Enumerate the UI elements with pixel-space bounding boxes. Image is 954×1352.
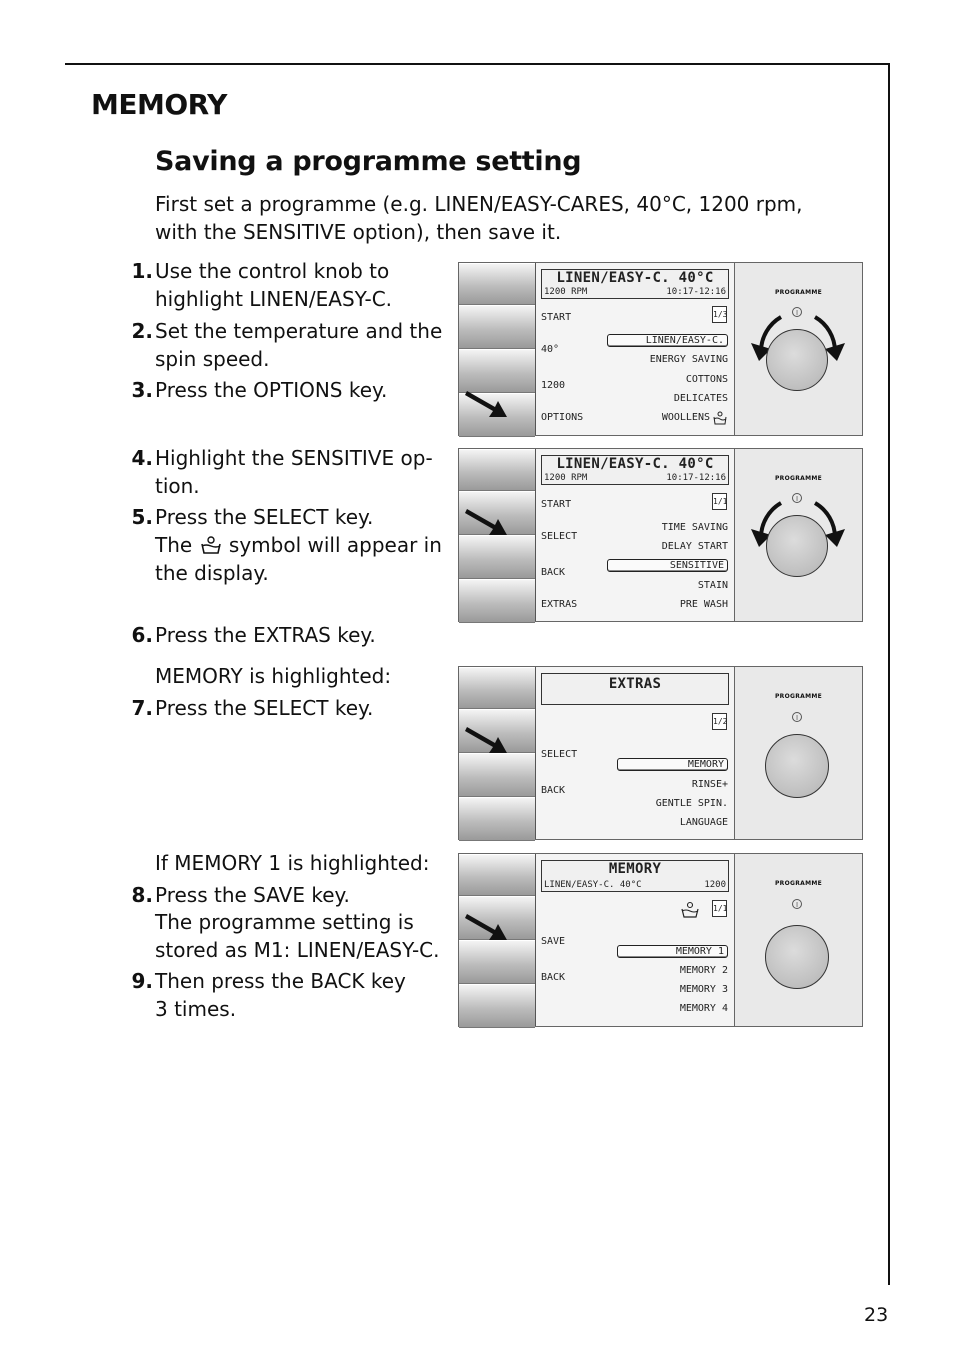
screen-title: LINEN/EASY-C. 40°C (556, 270, 714, 286)
label-save: SAVE (541, 936, 566, 947)
pointer-arrow-icon (463, 385, 509, 421)
step-text: Press the EXTRAS key. (155, 623, 376, 647)
key-back[interactable] (459, 535, 535, 579)
programme-dial-area (735, 667, 862, 839)
option-item[interactable]: MEMORY 4 (679, 1003, 728, 1014)
pointer-arrow-icon (463, 503, 509, 539)
programme-dial-area (735, 449, 862, 621)
page-indicator-icon: 1/3 (712, 306, 727, 323)
key-back[interactable] (459, 753, 535, 797)
screen-status-left: 1200 RPM (544, 473, 588, 483)
option-item[interactable]: DELICATES (673, 393, 728, 404)
option-item[interactable]: ENERGY SAVING (649, 354, 728, 365)
step-text: Press the SELECT key. (155, 505, 374, 529)
key-column (459, 263, 536, 435)
key-blank[interactable] (459, 797, 535, 841)
lcd-screen (536, 667, 735, 839)
screen-header (541, 860, 729, 892)
key-column (459, 449, 536, 621)
lcd-screen (536, 263, 735, 435)
programme-knob[interactable] (766, 515, 828, 577)
option-item[interactable]: STAIN (697, 580, 728, 591)
step-text: Then press the BACK key 3 times. (155, 969, 406, 1021)
step-number: 1. (131, 259, 153, 283)
page-indicator-icon: 1/2 (712, 713, 727, 730)
screen-status-right: 10:17-12:16 (666, 287, 726, 297)
step-text: Highlight the SENSITIVE op-tion. (155, 446, 433, 498)
page-number: 23 (864, 1304, 889, 1326)
label-extras: EXTRAS (541, 599, 578, 610)
key-start[interactable] (459, 449, 535, 491)
key-temperature[interactable] (459, 305, 535, 349)
key-column (459, 667, 536, 839)
key-column (459, 854, 536, 1026)
option-selected[interactable]: MEMORY 1 (617, 945, 728, 958)
step-number: 6. (131, 623, 153, 647)
key-back[interactable] (459, 940, 535, 984)
screen-header (541, 673, 729, 705)
screen-status-left: LINEN/EASY-C. 40°C (544, 880, 642, 890)
label-back: BACK (541, 567, 566, 578)
display-panel-1 (458, 262, 863, 436)
pointer-arrow-icon (463, 908, 509, 944)
display-panel-4 (458, 853, 863, 1027)
programme-label: PROGRAMME (774, 693, 823, 700)
screen-header (541, 455, 729, 485)
step-number: 5. (131, 505, 153, 529)
programme-knob[interactable] (765, 734, 829, 798)
step-8-note: The programme setting is stored as M1: LINEN/EASY-C. (155, 910, 440, 962)
option-item[interactable]: WOOLLENS (661, 412, 710, 423)
lcd-screen (536, 449, 735, 621)
programme-knob[interactable] (766, 329, 828, 391)
label-options: OPTIONS (541, 412, 584, 423)
option-item[interactable]: DELAY START (661, 541, 728, 552)
lcd-screen (536, 854, 735, 1026)
woollens-icon (712, 411, 728, 425)
note-text-before: The (155, 533, 193, 557)
step-5-note (155, 532, 445, 587)
screen-title: MEMORY (608, 861, 662, 877)
display-panel-3 (458, 666, 863, 840)
label-start: START (541, 312, 572, 323)
step-number: 8. (131, 883, 153, 907)
sensitive-wash-icon (199, 535, 223, 555)
option-item[interactable]: MEMORY 3 (679, 984, 728, 995)
page-indicator-icon: 1/1 (712, 493, 727, 510)
step-text: Set the temperature and the spin speed. (155, 319, 443, 371)
label-select: SELECT (541, 749, 578, 760)
label-select: SELECT (541, 531, 578, 542)
programme-knob[interactable] (765, 925, 829, 989)
programme-label: PROGRAMME (774, 289, 823, 296)
memory1-note: If MEMORY 1 is highlighted: (155, 851, 430, 875)
option-item[interactable]: COTTONS (685, 374, 728, 385)
step-text: Press the SAVE key. (155, 883, 350, 907)
indicator-icon: I (792, 712, 802, 722)
step-number: 4. (131, 446, 153, 470)
sensitive-wash-icon (680, 901, 700, 919)
step-text: Press the OPTIONS key. (155, 378, 388, 402)
screen-header (541, 269, 729, 299)
screen-status-left: 1200 RPM (544, 287, 588, 297)
indicator-icon: I (792, 307, 802, 317)
display-panel-2 (458, 448, 863, 622)
note-text-after: symbol will appear in the display. (155, 533, 442, 585)
subsection-heading: Saving a programme setting (155, 146, 582, 177)
step-text: Press the SELECT key. (155, 696, 374, 720)
pointer-arrow-icon (463, 721, 509, 757)
label-temperature: 40° (541, 344, 560, 355)
option-selected[interactable]: MEMORY (617, 758, 728, 771)
programme-label: PROGRAMME (774, 880, 823, 887)
right-rule (888, 63, 890, 1285)
option-item[interactable]: GENTLE SPIN. (655, 798, 728, 809)
screen-status-right: 10:17-12:16 (666, 473, 726, 483)
option-item[interactable]: MEMORY 2 (679, 965, 728, 976)
page-indicator-icon: 1/1 (712, 900, 727, 917)
intro-paragraph: First set a programme (e.g. LINEN/EASY-CARES, 40°C, 1200 rpm, with the SENSITIVE option), then save it. (155, 192, 803, 244)
option-selected[interactable]: SENSITIVE (607, 559, 728, 572)
step-number: 3. (131, 378, 153, 402)
step-number: 7. (131, 696, 153, 720)
key-blank[interactable] (459, 667, 535, 709)
step-text: Use the control knob to highlight LINEN/EASY-C. (155, 259, 393, 311)
label-back: BACK (541, 972, 566, 983)
top-rule (65, 63, 890, 65)
programme-label: PROGRAMME (774, 475, 823, 482)
indicator-icon: I (792, 899, 802, 909)
step-number: 2. (131, 319, 153, 343)
memory-highlighted-note: MEMORY is highlighted: (155, 664, 392, 688)
key-extras[interactable] (459, 579, 535, 623)
key-start[interactable] (459, 263, 535, 305)
option-item[interactable]: TIME SAVING (661, 522, 728, 533)
programme-dial-area (735, 854, 862, 1026)
key-blank[interactable] (459, 984, 535, 1028)
screen-title: EXTRAS (608, 676, 662, 692)
key-blank[interactable] (459, 854, 535, 896)
option-item[interactable]: PRE WASH (679, 599, 728, 610)
step-number: 9. (131, 969, 153, 993)
label-start: START (541, 499, 572, 510)
screen-status-right: 1200 (704, 880, 726, 890)
label-back: BACK (541, 785, 566, 796)
option-item[interactable]: RINSE+ (691, 779, 728, 790)
label-spin: 1200 (541, 380, 566, 391)
programme-dial-area (735, 263, 862, 435)
section-heading: MEMORY (91, 88, 227, 121)
option-item[interactable]: LANGUAGE (679, 817, 728, 828)
option-selected[interactable]: LINEN/EASY-C. (607, 334, 728, 347)
screen-title: LINEN/EASY-C. 40°C (556, 456, 714, 472)
indicator-icon: I (792, 493, 802, 503)
